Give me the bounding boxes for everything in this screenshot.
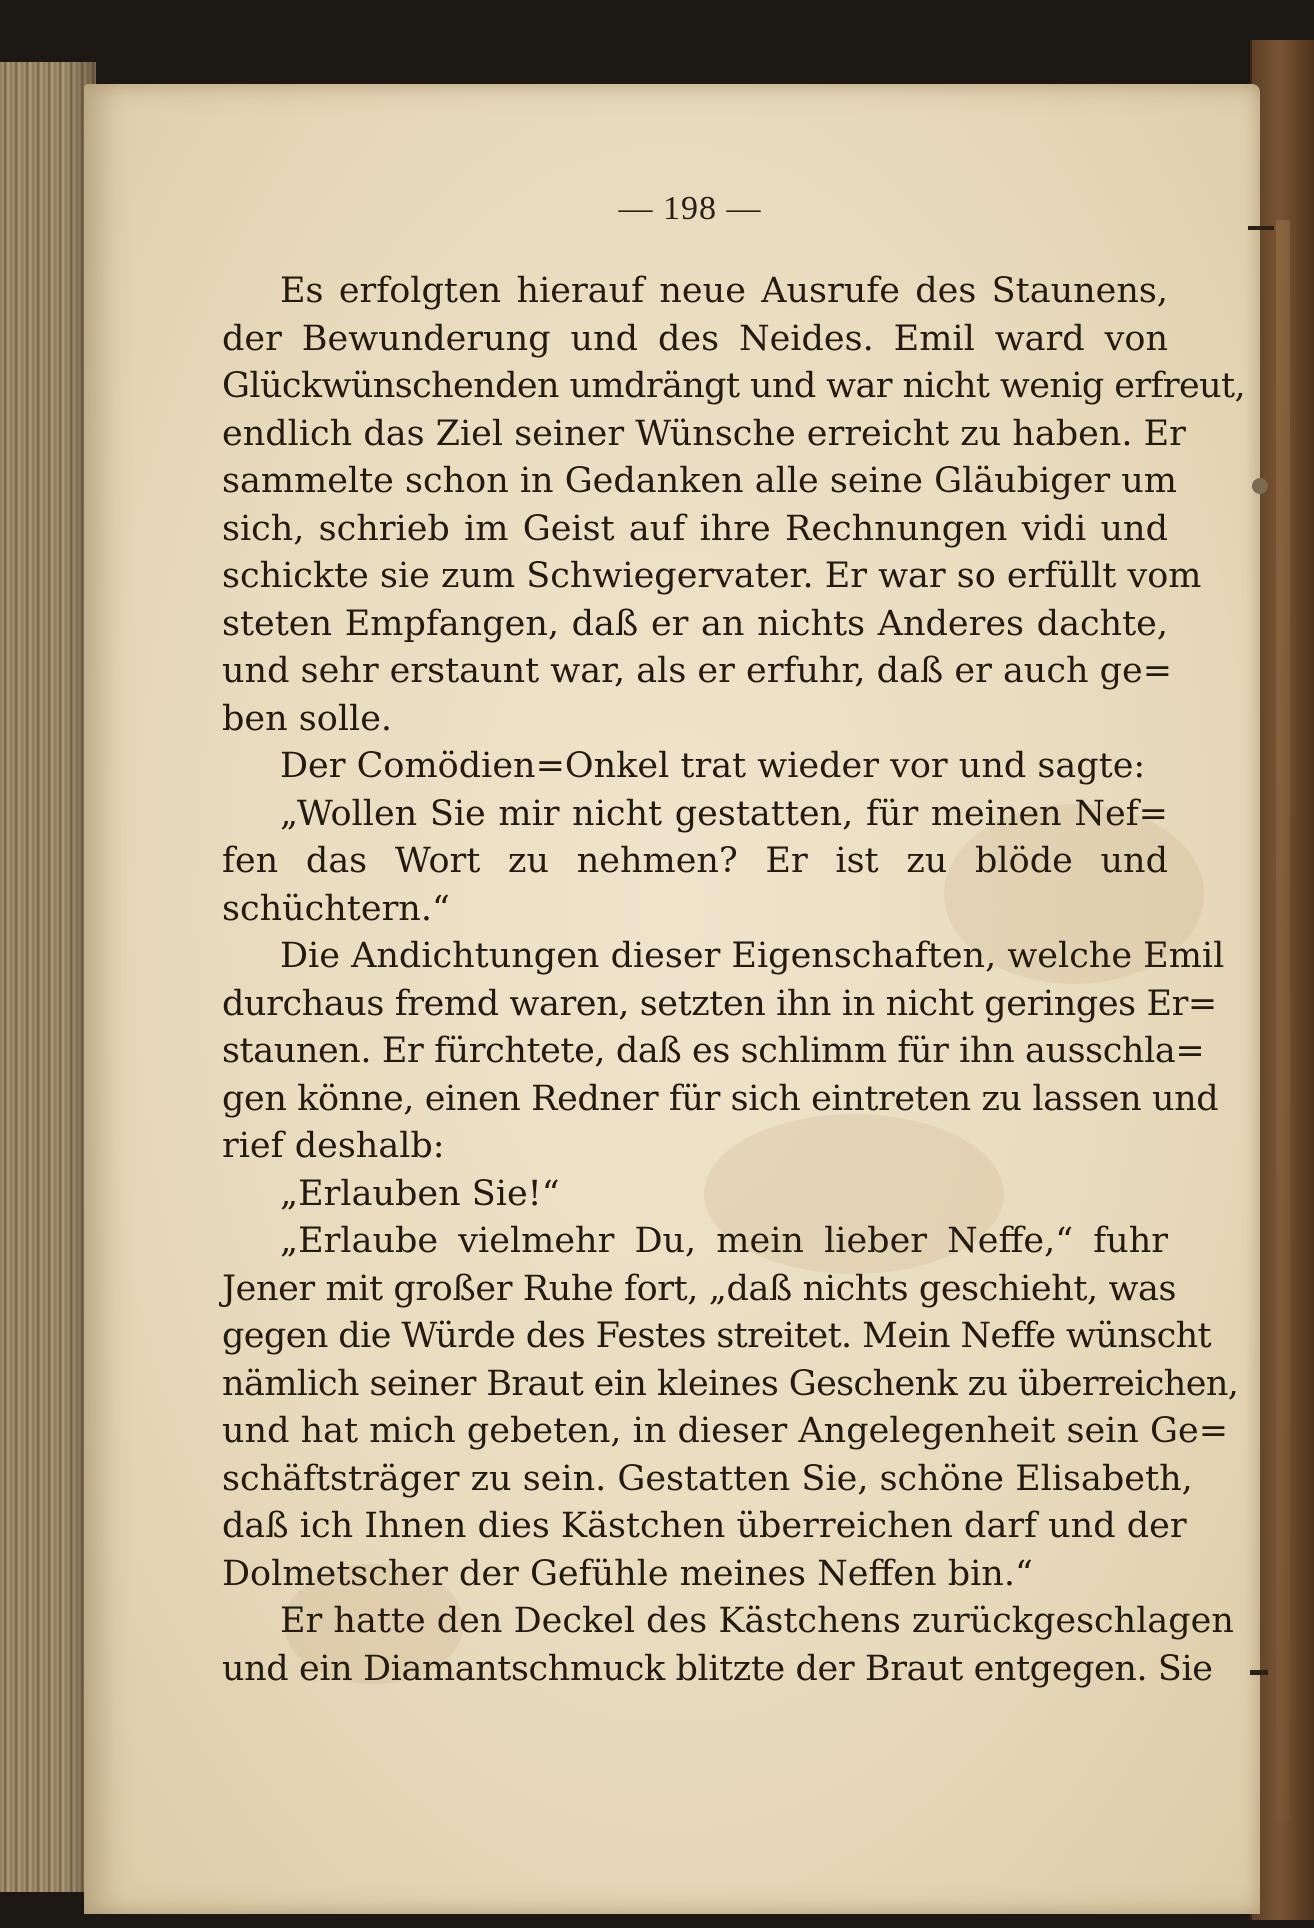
text-line: „Wollen Sie mir nicht gestatten, für meinen Nef= [280,793,1168,834]
text-line: Es erfolgten hierauf neue Ausrufe des Staunens, [280,271,1168,311]
text-line: Dolmetscher der Gefühle meines Neffen bin.“ [222,1553,1033,1594]
text-line: fen das Wort zu nehmen? Er ist zu blöde und [222,841,1168,881]
text-line: sich, schrieb im Geist auf ihre Rechnungen vidi und [222,508,1168,549]
text-line: gen könne, einen Redner für sich eintreten zu lassen und [222,1078,1219,1119]
text-line: gegen die Würde des Festes streitet. Mein Neffe wünscht [222,1316,1211,1356]
text-line: und hat mich gebeten, in dieser Angelegenheit sein Ge= [222,1411,1229,1451]
text-line: rief deshalb: [222,1126,445,1166]
text-line: sammelte schon in Gedanken alle seine Gläubiger um [222,461,1177,501]
text-line: steten Empfangen, daß er an nichts Anderes dachte, [222,603,1168,644]
text-line: Der Comödien=Onkel trat wieder vor und sagte: [280,746,1146,786]
text-line: schäftsträger zu sein. Gestatten Sie, schöne Elisabeth, [222,1458,1193,1499]
text-line: staunen. Er fürchtete, daß es schlimm für ihn ausschla= [222,1031,1205,1071]
page-edges [0,62,96,1892]
text-line: ben solle. [222,698,393,739]
page-number: — 198 — [618,190,762,227]
margin-mark [1248,226,1274,230]
text-line: und ein Diamantschmuck blitzte der Braut entgegen. Sie [222,1648,1213,1689]
text-line: Jener mit großer Ruhe fort, „daß nichts geschieht, was [222,1268,1177,1309]
text-line: endlich das Ziel seiner Wünsche erreicht zu haben. Er [222,413,1186,454]
text-line: Die Andichtungen dieser Eigenschaften, welche Emil [280,936,1225,976]
text-line: „Erlaube vielmehr Du, mein lieber Neffe,“ fuhr [280,1221,1168,1261]
text-line: „Erlauben Sie!“ [280,1173,560,1214]
text-line: durchaus fremd waren, setzten ihn in nicht geringes Er= [222,983,1217,1024]
text-line: schickte sie zum Schwiegervater. Er war so erfüllt vom [222,556,1202,596]
text-line: Glückwünschenden umdrängt und war nicht wenig erfreut, [222,366,1246,406]
text-line: daß ich Ihnen dies Kästchen überreichen darf und der [222,1506,1187,1546]
margin-mark [1252,478,1268,494]
body-text [222,268,1246,1693]
text-line: schüchtern.“ [222,888,450,929]
margin-mark [1250,1670,1268,1675]
text-line: nämlich seiner Braut ein kleines Geschenk zu überreichen, [222,1363,1239,1404]
cover-glint [1276,220,1290,1820]
text-line: Er hatte den Deckel des Kästchens zurückgeschlagen [280,1601,1234,1641]
text-line: der Bewunderung und des Neides. Emil ward von [222,318,1168,359]
text-line: und sehr erstaunt war, als er erfuhr, daß er auch ge= [222,651,1173,691]
